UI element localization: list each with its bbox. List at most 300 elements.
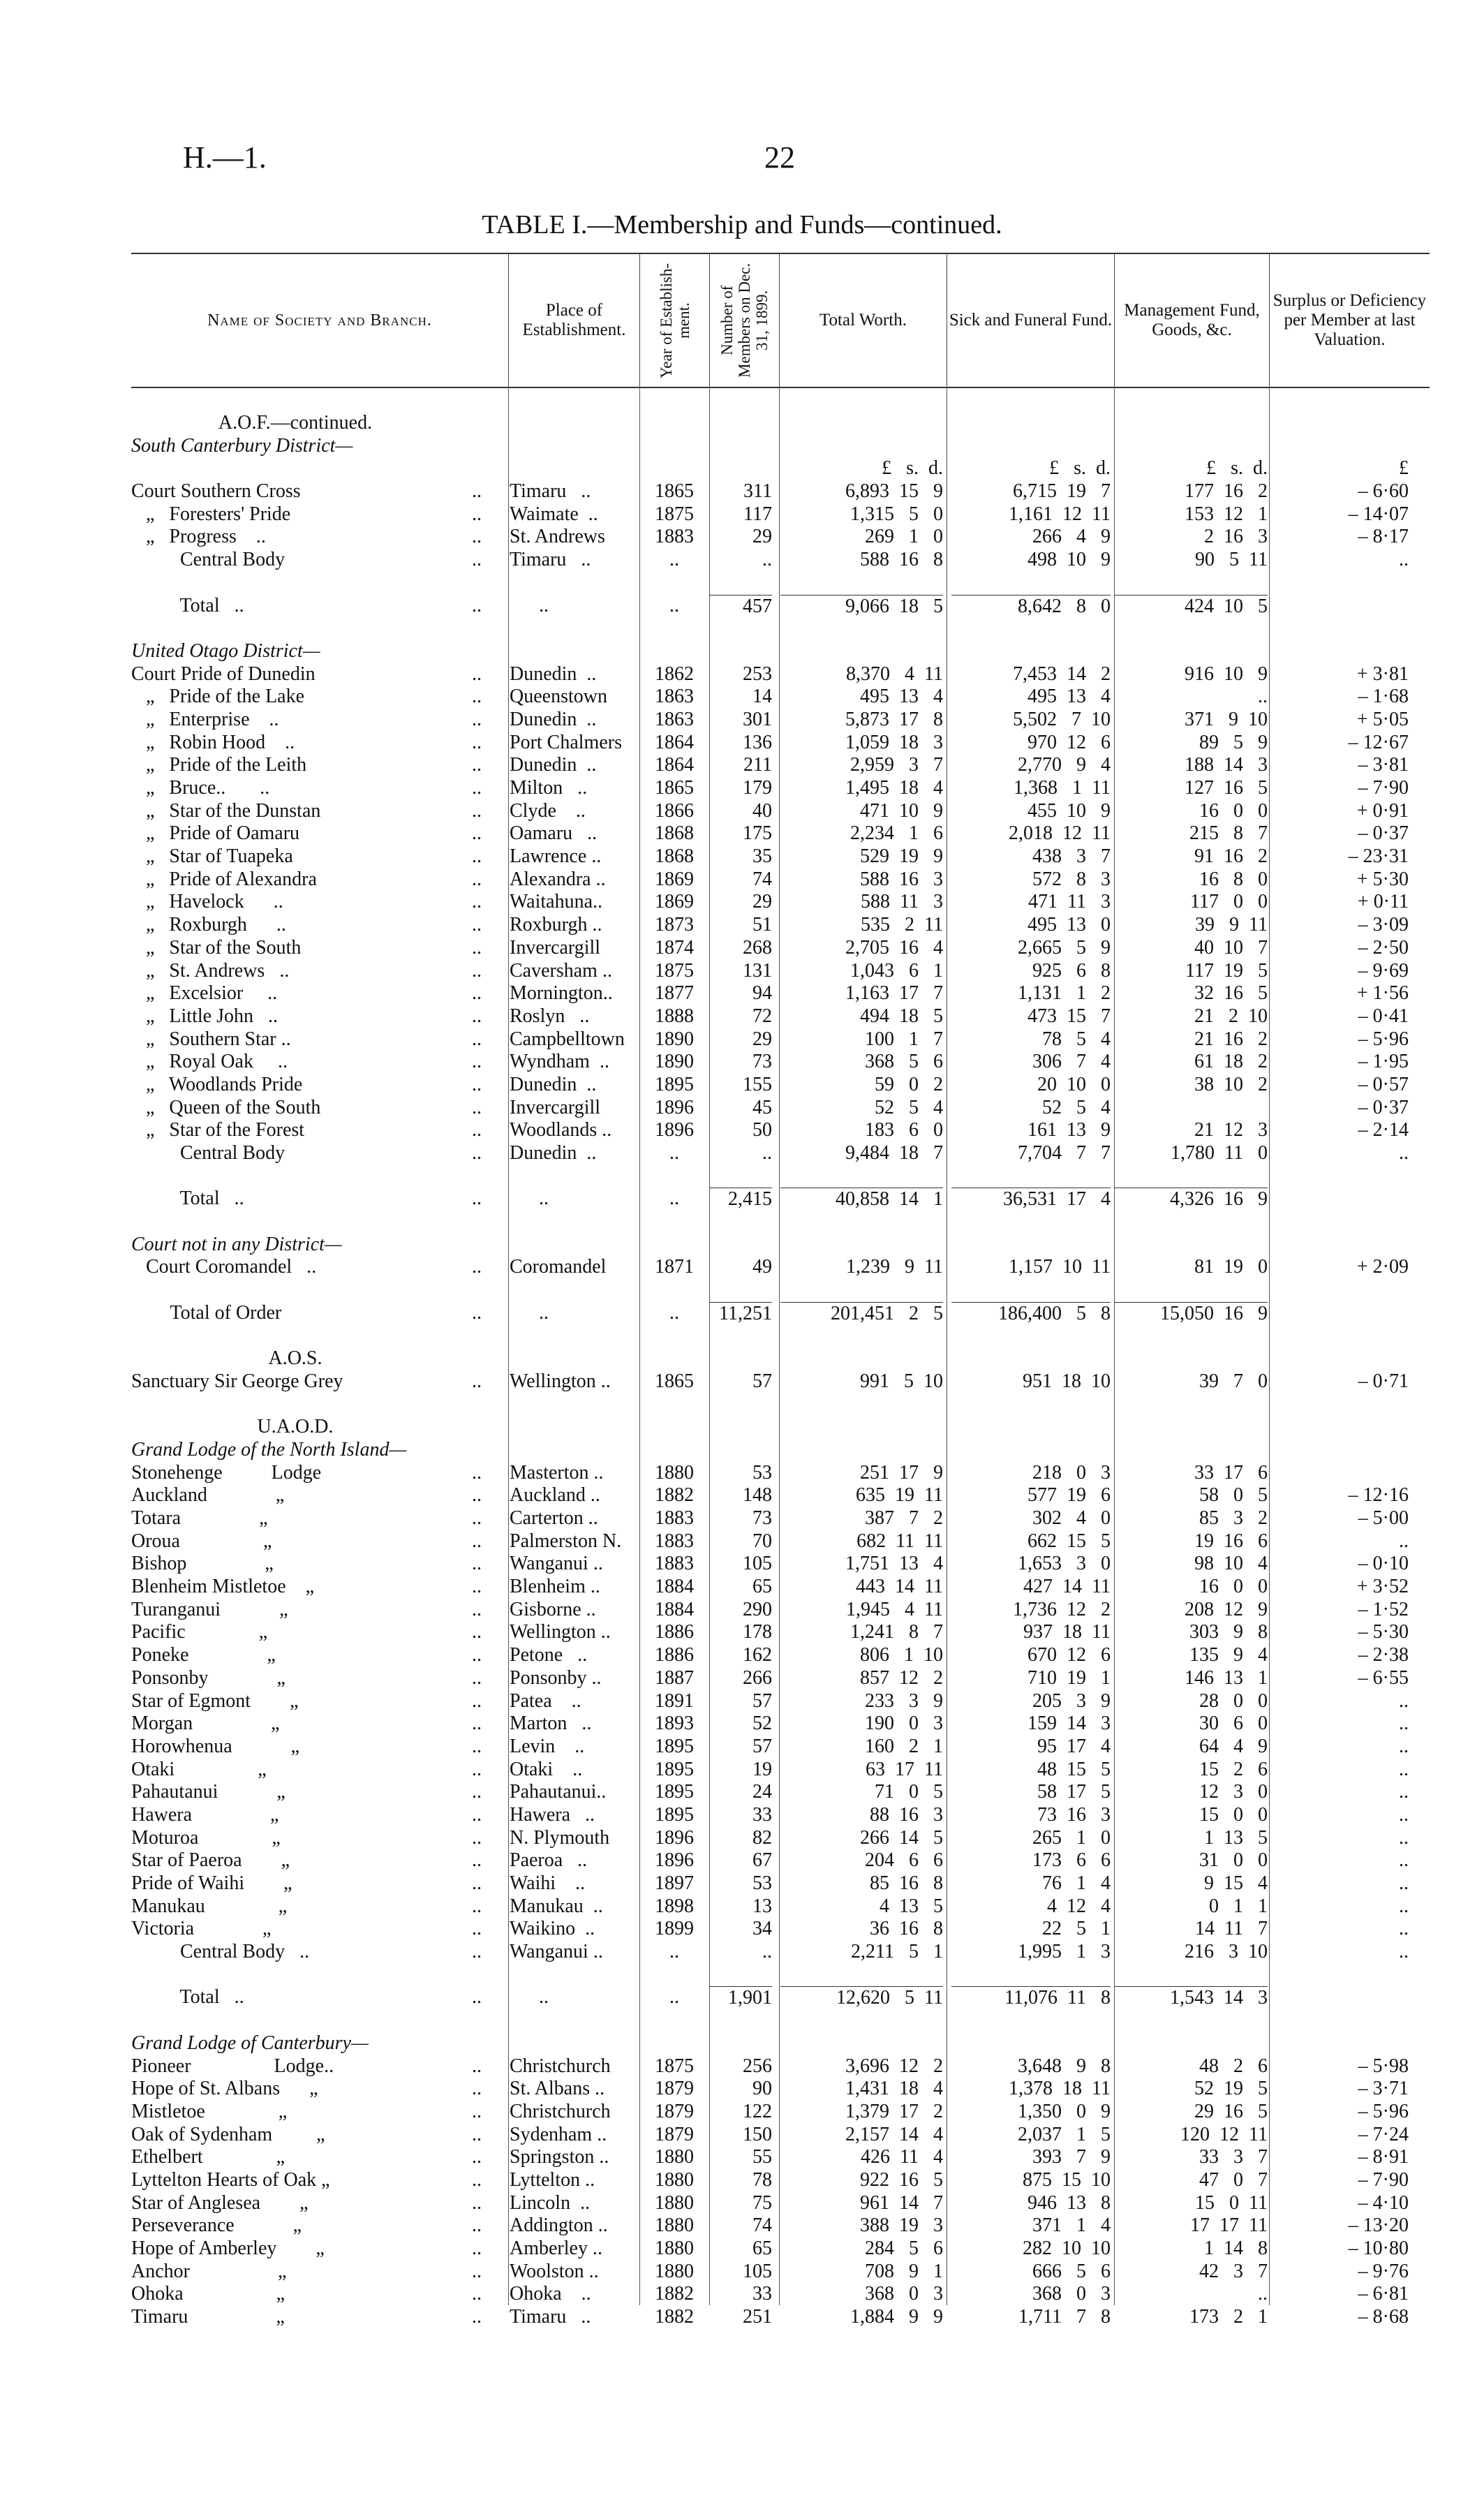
cell-sp: – 8·17 xyxy=(1358,526,1409,548)
cell-place: Roxburgh .. xyxy=(510,914,602,936)
cell-year: 1863 xyxy=(655,686,694,708)
leader-dots: .. xyxy=(472,1073,482,1095)
cell-place: Invercargill xyxy=(510,936,601,959)
branch-name: A.O.F.—continued. xyxy=(218,412,373,434)
table-row xyxy=(131,617,1430,640)
cell-sf: 266 4 9 xyxy=(1032,526,1111,548)
cell-place: Levin .. xyxy=(510,1735,585,1757)
branch-name: „ Pride of the Leith xyxy=(131,754,307,776)
table-row xyxy=(131,1713,1430,1736)
cell-tw: 588 11 3 xyxy=(861,891,943,913)
cell-sp: – 9·76 xyxy=(1358,2260,1409,2282)
leader-dots: .. xyxy=(472,2260,482,2282)
table-row xyxy=(131,1964,1430,1987)
cell-place: Caversham .. xyxy=(510,959,612,982)
cell-year: 1865 xyxy=(655,777,694,799)
branch-name: Court Pride of Dunedin xyxy=(131,663,316,685)
cell-sf: 2,770 9 4 xyxy=(1018,754,1111,776)
cell-place: Wellington .. xyxy=(510,1370,611,1392)
cell-mf: 42 3 7 xyxy=(1199,2260,1268,2282)
leader-dots: .. xyxy=(472,1484,482,1507)
cell-sf: 1,350 0 9 xyxy=(1018,2100,1111,2122)
cell-year: 1895 xyxy=(655,1073,694,1095)
table-row xyxy=(131,1804,1430,1827)
table-row xyxy=(131,1621,1430,1644)
cell-sp: – 0·41 xyxy=(1358,1005,1409,1027)
cell-sf: 76 1 4 xyxy=(1042,1872,1111,1894)
cell-year: 1886 xyxy=(655,1621,694,1643)
branch-name: Total .. xyxy=(131,1986,244,2009)
leader-dots: .. xyxy=(472,708,482,730)
branch-name: „ St. Andrews .. xyxy=(131,959,290,982)
branch-name: Pacific „ xyxy=(131,1621,268,1643)
cell-sf: 186,400 5 8 xyxy=(951,1302,1111,1326)
table-row xyxy=(131,2078,1430,2101)
leader-dots: .. xyxy=(472,549,482,571)
cell-mf: 38 10 2 xyxy=(1194,1073,1268,1095)
cell-mf: 127 16 5 xyxy=(1185,777,1268,799)
cell-place: .. xyxy=(510,594,549,616)
cell-sf: 371 1 4 xyxy=(1032,2214,1111,2237)
cell-sp: – 5·96 xyxy=(1358,2100,1409,2122)
cell-place: St. Andrews xyxy=(510,526,605,548)
cell-sp: – 23·31 xyxy=(1348,845,1409,868)
leader-dots: .. xyxy=(472,1096,482,1118)
cell-sf: 2,037 1 5 xyxy=(1018,2123,1111,2145)
cell-tw: 233 3 9 xyxy=(865,1689,943,1712)
cell-tw: 85 16 8 xyxy=(870,1872,943,1894)
cell-year: .. xyxy=(669,1986,679,2009)
table-row xyxy=(131,777,1430,800)
branch-name: Star of Paeroa „ xyxy=(131,1849,290,1872)
cell-tw: 368 5 6 xyxy=(865,1051,943,1073)
cell-tw: 387 7 2 xyxy=(865,1507,943,1529)
cell-mf: 39 7 0 xyxy=(1199,1370,1268,1392)
cell-sf: 22 5 1 xyxy=(1042,1918,1111,1940)
cell-sf: 1,378 18 11 xyxy=(1009,2078,1111,2100)
cell-tw: 529 19 9 xyxy=(860,845,943,868)
cell-tw: 59 0 2 xyxy=(875,1073,943,1095)
cell-mf: 1,543 14 3 xyxy=(1114,1986,1268,2010)
cell-place: Auckland .. xyxy=(510,1484,600,1507)
cell-mf: 371 9 10 xyxy=(1185,708,1268,730)
table-row xyxy=(131,2055,1430,2078)
cell-mem: 311 xyxy=(743,480,772,503)
cell-mem: 55 xyxy=(752,2146,772,2168)
leader-dots: .. xyxy=(472,1598,482,1620)
cell-sf: 1,157 10 11 xyxy=(1009,1256,1111,1278)
cell-sp: – 10·80 xyxy=(1348,2238,1409,2259)
cell-sf: 8,642 8 0 xyxy=(951,595,1111,619)
cell-place: Sydenham .. xyxy=(510,2123,607,2145)
cell-mem: 29 xyxy=(752,526,772,548)
branch-name: Morgan „ xyxy=(131,1713,280,1735)
cell-mem: .. xyxy=(762,1142,772,1164)
cell-mf: 1 14 8 xyxy=(1204,2238,1268,2259)
table-row xyxy=(131,800,1430,823)
cell-sf: 3,648 9 8 xyxy=(1018,2055,1111,2077)
leader-dots: .. xyxy=(472,959,482,982)
cell-year: 1875 xyxy=(655,503,694,525)
cell-place: Patea .. xyxy=(510,1689,581,1712)
cell-sp: – 7·90 xyxy=(1358,2168,1409,2191)
cell-place: Waihi .. xyxy=(510,1872,586,1894)
cell-sf: 495 13 4 xyxy=(1027,686,1111,708)
cell-year: 1896 xyxy=(655,1096,694,1118)
cell-year: 1895 xyxy=(655,1781,694,1803)
cell-tw: 190 0 3 xyxy=(865,1713,943,1735)
branch-name: „ Enterprise .. xyxy=(131,708,279,730)
col-header-mgmt-fund: Management Fund, Goods, &c. xyxy=(1114,254,1269,387)
leader-dots: .. xyxy=(472,1689,482,1712)
cell-mem: 73 xyxy=(752,1051,772,1073)
cell-tw: 266 14 5 xyxy=(860,1826,943,1849)
branch-name: Manukau „ xyxy=(131,1895,288,1917)
cell-mem: 33 xyxy=(752,1803,772,1826)
cell-year: 1896 xyxy=(655,1826,694,1849)
branch-name: Moturoa „ xyxy=(131,1826,281,1849)
cell-tw: 682 11 11 xyxy=(856,1530,943,1552)
cell-mf: 14 11 7 xyxy=(1195,1918,1268,1940)
cell-place: Blenheim .. xyxy=(510,1576,600,1598)
cell-year: 1886 xyxy=(655,1644,694,1666)
leader-dots: .. xyxy=(472,845,482,868)
table-row xyxy=(131,1895,1430,1918)
table-row xyxy=(131,1941,1430,1964)
leader-dots: .. xyxy=(472,1941,482,1963)
cell-mf: 146 13 1 xyxy=(1185,1666,1268,1689)
cell-mf: 16 0 0 xyxy=(1199,799,1268,822)
cell-mem: .. xyxy=(762,549,772,571)
cell-tw: 71 0 5 xyxy=(875,1781,943,1803)
cell-mem: 65 xyxy=(752,1576,772,1598)
leader-dots: .. xyxy=(472,799,482,822)
col-header-year xyxy=(639,254,709,387)
cell-place: Timaru .. xyxy=(510,549,591,571)
branch-name: Auckland „ xyxy=(131,1484,285,1507)
cell-sp: – 0·37 xyxy=(1358,1096,1409,1118)
leader-dots: .. xyxy=(472,1986,482,2009)
cell-sf: 2,018 12 11 xyxy=(1009,822,1111,845)
cell-mf: 85 3 2 xyxy=(1199,1507,1268,1529)
cell-sp: .. xyxy=(1399,549,1409,571)
cell-place: Wyndham .. xyxy=(510,1051,609,1073)
cell-sf: 495 13 0 xyxy=(1027,914,1111,936)
cell-tw: 1,884 9 9 xyxy=(850,2306,943,2328)
cell-mf: 9 15 4 xyxy=(1204,1872,1268,1894)
cell-tw: 1,315 5 0 xyxy=(850,503,943,525)
cell-place: Dunedin .. xyxy=(510,754,597,776)
branch-name: Central Body xyxy=(131,549,285,571)
branch-name: Otaki „ xyxy=(131,1758,267,1780)
table-row xyxy=(131,1918,1430,1941)
cell-place: Woodlands .. xyxy=(510,1119,612,1141)
table-row xyxy=(131,2238,1430,2261)
cell-sf: 455 10 9 xyxy=(1027,799,1111,822)
table-row xyxy=(131,1005,1430,1028)
branch-name: Total of Order xyxy=(131,1301,282,1324)
branch-name: Total .. xyxy=(131,1188,244,1210)
cell-sp: – 2·14 xyxy=(1358,1119,1409,1141)
cell-sp: .. xyxy=(1399,1803,1409,1826)
cell-mf: 303 9 8 xyxy=(1189,1621,1268,1643)
branch-name: Mistletoe „ xyxy=(131,2100,288,2122)
cell-sp: .. xyxy=(1399,1142,1409,1164)
leader-dots: .. xyxy=(472,1553,482,1575)
page-number: 22 xyxy=(764,140,795,175)
leader-dots: .. xyxy=(472,1530,482,1552)
cell-tw: 183 6 0 xyxy=(865,1119,943,1141)
cell-sf: £ s. d. xyxy=(1049,457,1111,480)
leader-dots: .. xyxy=(472,1188,482,1210)
cell-sf: 951 18 10 xyxy=(1023,1370,1111,1392)
cell-mem: 29 xyxy=(752,891,772,913)
cell-sf: 6,715 19 7 xyxy=(1013,480,1111,503)
cell-mem: 74 xyxy=(752,868,772,890)
cell-mem: 301 xyxy=(743,708,772,730)
leader-dots: .. xyxy=(472,1895,482,1917)
cell-sf: 205 3 9 xyxy=(1032,1689,1111,1712)
cell-tw: 1,495 18 4 xyxy=(845,777,943,799)
branch-name: Turanganui „ xyxy=(131,1598,288,1620)
branch-name: „ Roxburgh .. xyxy=(131,914,286,936)
cell-place: Hawera .. xyxy=(510,1803,595,1826)
table-row xyxy=(131,1119,1430,1142)
cell-year: 1895 xyxy=(655,1803,694,1826)
table-row xyxy=(131,845,1430,868)
cell-mf: 28 0 0 xyxy=(1199,1689,1268,1712)
branch-name: Totara „ xyxy=(131,1507,268,1529)
branch-name: Poneke „ xyxy=(131,1644,276,1666)
cell-mf: 12 3 0 xyxy=(1199,1781,1268,1803)
cell-sf: 710 19 1 xyxy=(1027,1666,1111,1689)
cell-mf: 39 9 11 xyxy=(1195,914,1268,936)
cell-year: 1893 xyxy=(655,1713,694,1735)
leader-dots: .. xyxy=(472,777,482,799)
cell-mf: 40 10 7 xyxy=(1194,936,1268,959)
table-row xyxy=(131,435,1430,458)
cell-mf: 30 6 0 xyxy=(1199,1713,1268,1735)
cell-mf: 64 4 9 xyxy=(1199,1735,1268,1757)
cell-place: Carterton .. xyxy=(510,1507,598,1529)
cell-mf: 208 12 9 xyxy=(1185,1598,1268,1620)
branch-name: „ Pride of Alexandra xyxy=(131,868,317,890)
leader-dots: .. xyxy=(472,731,482,753)
branch-name: „ Havelock .. xyxy=(131,891,283,913)
leader-dots: .. xyxy=(472,1507,482,1529)
branch-name: Court Coromandel .. xyxy=(131,1256,317,1278)
cell-tw: 1,431 18 4 xyxy=(845,2078,943,2100)
cell-sf: 20 10 0 xyxy=(1037,1073,1111,1095)
branch-name: Pahautanui „ xyxy=(131,1781,285,1803)
cell-place: Waikino .. xyxy=(510,1918,595,1940)
cell-tw: 8,370 4 11 xyxy=(846,663,943,685)
cell-place: Campbelltown xyxy=(510,1028,625,1050)
branch-name: „ Queen of the South xyxy=(131,1096,321,1118)
leader-dots: .. xyxy=(472,2191,482,2214)
cell-year: 1897 xyxy=(655,1872,694,1894)
cell-mf: 21 2 10 xyxy=(1194,1005,1268,1027)
cell-sp: .. xyxy=(1399,1826,1409,1849)
cell-sf: 572 8 3 xyxy=(1032,868,1111,890)
cell-sf: 662 15 5 xyxy=(1027,1530,1111,1552)
cell-place: Ponsonby .. xyxy=(510,1666,602,1689)
cell-sf: 1,736 12 2 xyxy=(1013,1598,1111,1620)
cell-sp: – 0·37 xyxy=(1358,822,1409,845)
cell-year: 1879 xyxy=(655,2123,694,2145)
cell-sf: 95 17 4 xyxy=(1037,1735,1111,1757)
table-row xyxy=(131,526,1430,549)
col-header-place: Place of Establishment. xyxy=(508,254,639,387)
cell-place: Coromandel xyxy=(510,1256,607,1278)
cell-year: 1882 xyxy=(655,2283,694,2305)
cell-sp: .. xyxy=(1399,1713,1409,1735)
cell-mem: 49 xyxy=(752,1256,772,1278)
cell-place: Lawrence .. xyxy=(510,845,602,868)
cell-mf: 17 17 11 xyxy=(1190,2214,1268,2237)
leader-dots: .. xyxy=(472,663,482,685)
branch-name: Court Southern Cross xyxy=(131,480,301,503)
table-row xyxy=(131,1051,1430,1074)
cell-sf: 1,653 3 0 xyxy=(1018,1553,1111,1575)
cell-sf: 1,711 7 8 xyxy=(1018,2306,1111,2328)
table-row xyxy=(131,914,1430,937)
cell-year: 1873 xyxy=(655,914,694,936)
cell-mem: 35 xyxy=(752,845,772,868)
cell-mf: 29 16 5 xyxy=(1194,2100,1268,2122)
branch-name: Hope of St. Albans „ xyxy=(131,2078,318,2100)
col-header-name: Name of Society and Branch. xyxy=(207,311,432,330)
cell-year: 1864 xyxy=(655,731,694,753)
table-row xyxy=(131,1097,1430,1120)
cell-mem: 175 xyxy=(743,822,772,845)
cell-tw: 494 18 5 xyxy=(860,1005,943,1027)
cell-mem: 105 xyxy=(743,1553,772,1575)
cell-place: Waimate .. xyxy=(510,503,598,525)
cell-mem: 105 xyxy=(743,2260,772,2282)
cell-place: Ohoka .. xyxy=(510,2283,591,2305)
cell-sp: – 6·81 xyxy=(1358,2283,1409,2305)
col-header-year-label: Year of Establish-ment. xyxy=(657,262,692,378)
table-row xyxy=(131,1439,1430,1462)
leader-dots: .. xyxy=(472,1713,482,1735)
branch-name: Hawera „ xyxy=(131,1803,279,1826)
cell-sp: + 3·52 xyxy=(1356,1576,1409,1598)
cell-year: 1899 xyxy=(655,1918,694,1940)
table-row xyxy=(131,2124,1430,2147)
cell-mf: 81 19 0 xyxy=(1194,1256,1268,1278)
cell-tw: 635 19 11 xyxy=(856,1484,943,1507)
cell-place: Timaru .. xyxy=(510,2306,591,2328)
cell-mem: 45 xyxy=(752,1096,772,1118)
cell-tw: 5,873 17 8 xyxy=(845,708,943,730)
cell-tw: 88 16 3 xyxy=(870,1803,943,1826)
cell-sf: 666 5 6 xyxy=(1032,2260,1111,2282)
table-row xyxy=(131,709,1430,732)
cell-mem: 50 xyxy=(752,1119,772,1141)
table-row xyxy=(131,457,1430,480)
branch-name: Bishop „ xyxy=(131,1553,274,1575)
cell-year: 1895 xyxy=(655,1758,694,1780)
leader-dots: .. xyxy=(472,2214,482,2237)
cell-mf: 16 8 0 xyxy=(1199,868,1268,890)
table-row xyxy=(131,1690,1430,1713)
cell-tw: 2,705 16 4 xyxy=(845,936,943,959)
table-row xyxy=(131,1986,1430,2009)
branch-name: Ethelbert „ xyxy=(131,2146,285,2168)
cell-year: 1880 xyxy=(655,2146,694,2168)
branch-name: „ Pride of Oamaru xyxy=(131,822,300,845)
cell-year: 1890 xyxy=(655,1028,694,1050)
cell-mf: .. xyxy=(1258,2283,1268,2305)
branch-name: Timaru „ xyxy=(131,2306,285,2328)
cell-mem: 57 xyxy=(752,1689,772,1712)
cell-sf: 159 14 3 xyxy=(1027,1713,1111,1735)
cell-tw: 991 5 10 xyxy=(860,1370,943,1392)
cell-mem: .. xyxy=(762,1941,772,1963)
cell-sp: + 0·11 xyxy=(1357,891,1409,913)
cell-mf: 215 8 7 xyxy=(1189,822,1268,845)
cell-sf: 438 3 7 xyxy=(1032,845,1111,868)
table-row xyxy=(131,1416,1430,1439)
branch-name: Pride of Waihi „ xyxy=(131,1872,292,1894)
leader-dots: .. xyxy=(472,526,482,548)
leader-dots: .. xyxy=(472,1758,482,1780)
table-row xyxy=(131,822,1430,845)
cell-sp: – 13·20 xyxy=(1348,2214,1409,2237)
cell-sp: – 8·68 xyxy=(1358,2306,1409,2328)
cell-place: Dunedin .. xyxy=(510,1073,597,1095)
col-header-surplus: Surplus or Deficiency per Member at last Valuation. xyxy=(1269,254,1430,387)
cell-tw: 204 6 6 xyxy=(865,1849,943,1872)
cell-sp: – 6·60 xyxy=(1358,480,1409,503)
branch-name: „ Bruce.. .. xyxy=(131,777,270,799)
cell-sf: 937 18 11 xyxy=(1023,1621,1111,1643)
cell-sp: – 1·95 xyxy=(1358,1051,1409,1073)
cell-sp: – 0·71 xyxy=(1358,1370,1409,1392)
cell-place: Otaki .. xyxy=(510,1758,583,1780)
table-row xyxy=(131,1074,1430,1097)
table-row xyxy=(131,2169,1430,2192)
cell-tw: 3,696 12 2 xyxy=(845,2055,943,2077)
cell-sp: – 1·68 xyxy=(1358,686,1409,708)
cell-sf: 36,531 17 4 xyxy=(951,1188,1111,1211)
table-row xyxy=(131,1484,1430,1507)
cell-mem: 82 xyxy=(752,1826,772,1849)
table-row xyxy=(131,2214,1430,2238)
table-row xyxy=(131,1530,1430,1553)
cell-place: Clyde .. xyxy=(510,799,586,822)
branch-name: Horowhenua „ xyxy=(131,1735,300,1757)
cell-place: St. Albans .. xyxy=(510,2078,605,2100)
cell-mf: 19 16 6 xyxy=(1194,1530,1268,1552)
cell-mf: 117 0 0 xyxy=(1190,891,1268,913)
cell-year: 1888 xyxy=(655,1005,694,1027)
cell-tw: 857 12 2 xyxy=(860,1666,943,1689)
cell-sf: 925 6 8 xyxy=(1032,959,1111,982)
cell-year: 1887 xyxy=(655,1666,694,1689)
cell-year: 1880 xyxy=(655,2260,694,2282)
cell-year: 1883 xyxy=(655,526,694,548)
cell-tw: 12,620 5 11 xyxy=(780,1986,943,2010)
cell-mem: 179 xyxy=(743,777,772,799)
cell-sp: – 3·09 xyxy=(1358,914,1409,936)
branch-name: „ Star of the Forest xyxy=(131,1119,305,1141)
cell-mf: 58 0 5 xyxy=(1199,1484,1268,1507)
table-row xyxy=(131,1872,1430,1895)
table-row xyxy=(131,412,1430,435)
leader-dots: .. xyxy=(472,1028,482,1050)
